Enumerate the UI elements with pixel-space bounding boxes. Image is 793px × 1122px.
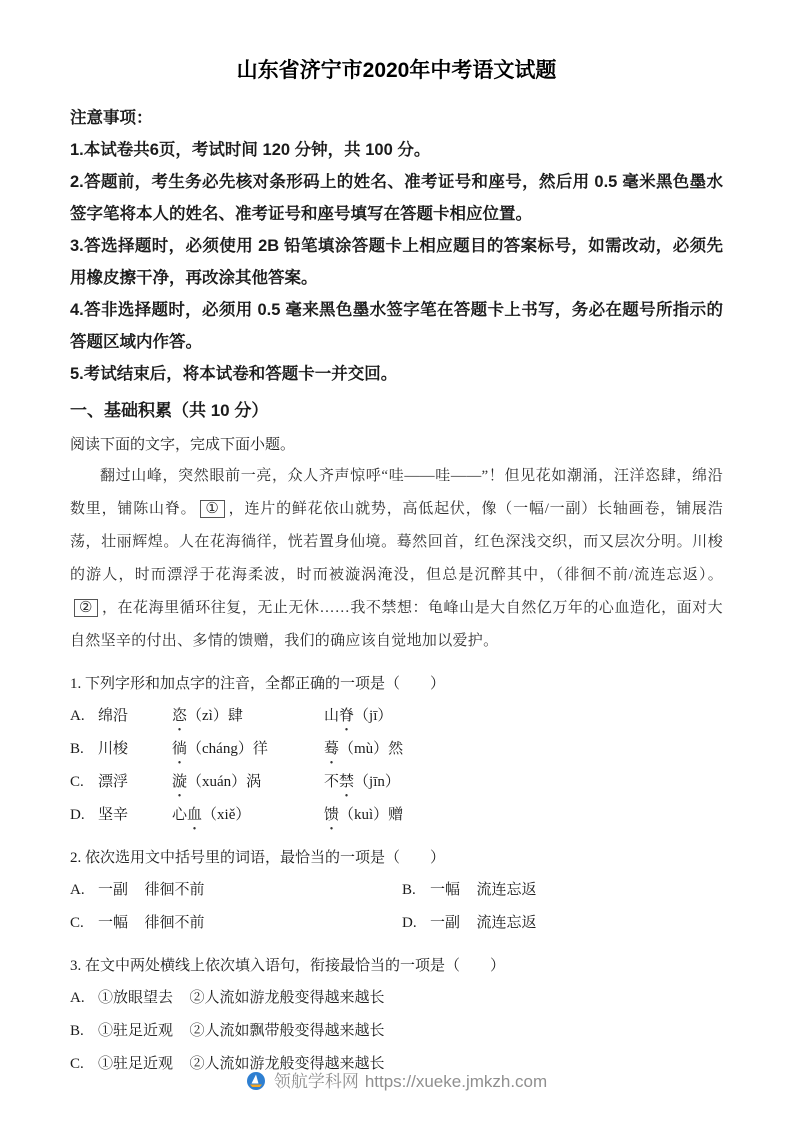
option-text: 徘徊不前 xyxy=(144,882,205,898)
option-text: 一副 xyxy=(430,915,461,931)
notice-item: 3.答选择题时，必须使用 2B 铅笔填涂答题卡上相应题目的答案标号，如需改动，必须先用橡皮擦干净，再改涂其他答案。 xyxy=(70,237,723,287)
option-text: ①驻足近观 xyxy=(98,1023,174,1039)
dotted-char: 徜 xyxy=(172,741,188,757)
section-heading: 一、基础积累（共 10 分） xyxy=(70,401,269,420)
question-1-options xyxy=(70,700,723,832)
answer-option xyxy=(70,907,402,940)
option-label: B. xyxy=(70,1023,84,1039)
notice-item: 5.考试结束后，将本试卷和答题卡一并交回。 xyxy=(70,365,398,383)
option-cell: 恣（zì）肆 xyxy=(172,708,243,724)
dotted-char: 恣 xyxy=(172,708,188,724)
question-2-stem: 2. 依次选用文中括号里的词语，最恰当的一项是（ ） xyxy=(70,850,446,866)
question-2 xyxy=(70,842,723,940)
page-footer xyxy=(0,1067,793,1096)
blank-box: ② xyxy=(74,599,98,617)
notice-item: 2.答题前，考生务必先核对条形码上的姓名、准考证号和座号，然后用 0.5 毫米黑色墨水签字笔将本人的姓名、准考证号和座号填写在答题卡相应位置。 xyxy=(70,173,723,223)
dotted-char: 蓦 xyxy=(324,741,340,757)
dotted-char: 禁 xyxy=(339,774,355,790)
option-text: 一幅 xyxy=(98,915,129,931)
option-label: D. xyxy=(402,915,417,931)
option-text: ②人流如飘带般变得越来越长 xyxy=(189,1023,385,1039)
answer-option xyxy=(70,766,723,799)
option-label: B. xyxy=(70,741,84,757)
option-text: ②人流如游龙般变得越来越长 xyxy=(189,1056,385,1072)
option-cell: 坚辛 xyxy=(98,807,129,823)
question-1-stem: 1. 下列字形和加点字的注音，全都正确的一项是（ ） xyxy=(70,676,446,692)
option-cell: 漩（xuán）涡 xyxy=(172,774,262,790)
exam-title: 山东省济宁市2020年中考语文试题 xyxy=(236,59,557,82)
option-cell: 山脊（jī） xyxy=(324,708,393,724)
option-label: B. xyxy=(402,882,416,898)
notice-item: 4.答非选择题时，必须用 0.5 毫来黑色墨水签字笔在答题卡上书写，务必在题号所指示的答题区域内作答。 xyxy=(70,301,723,351)
option-cell: 蓦（mù）然 xyxy=(324,741,404,757)
option-cell: 心血（xiě） xyxy=(172,807,251,823)
option-label: D. xyxy=(70,807,85,823)
answer-option xyxy=(70,1015,723,1048)
option-label: A. xyxy=(70,882,85,898)
question-1 xyxy=(70,668,723,832)
blank-box: ① xyxy=(200,500,224,518)
dotted-char: 脊 xyxy=(339,708,355,724)
question-2-options xyxy=(70,874,723,940)
answer-option xyxy=(70,874,402,907)
passage-segment: 翻过山峰，突然眼前一亮，众人齐声惊呼“哇——哇——”！但见花如潮涌，汪洋恣肆，绵沿数里，铺陈山脊。 xyxy=(70,468,723,517)
question-3-stem: 3. 在文中两处横线上依次填入语句，衔接最恰当的一项是（ ） xyxy=(70,958,506,974)
option-cell: 绵沿 xyxy=(98,708,129,724)
dotted-char: 馈 xyxy=(324,807,340,823)
option-text: 流连忘返 xyxy=(476,882,537,898)
option-label: A. xyxy=(70,990,85,1006)
notices-header: 注意事项： xyxy=(70,109,153,127)
option-cell: 馈（kuì）赠 xyxy=(324,807,404,823)
option-cell: 川梭 xyxy=(98,741,129,757)
answer-option xyxy=(70,700,723,733)
question-3 xyxy=(70,950,723,1081)
site-url[interactable]: https://xueke.jmkzh.com xyxy=(364,1072,548,1091)
passage-segment: ，在花海里循环往复，无止无休……我不禁想：龟峰山是大自然亿万年的心血造化，面对大自然坚辛的付出、多情的馈赠，我们的确应该自觉地加以爱护。 xyxy=(70,600,723,649)
option-label: A. xyxy=(70,708,85,724)
answer-option xyxy=(70,982,723,1015)
option-text: 一副 xyxy=(98,882,129,898)
option-text: ①放眼望去 xyxy=(98,990,174,1006)
option-text: 一幅 xyxy=(430,882,461,898)
site-name: 领航学科网 xyxy=(273,1072,359,1091)
passage-intro: 阅读下面的文字，完成下面小题。 xyxy=(70,437,296,453)
option-label: C. xyxy=(70,915,84,931)
option-text: ①驻足近观 xyxy=(98,1056,174,1072)
answer-option xyxy=(70,799,723,832)
notices-list xyxy=(70,134,723,390)
option-cell: 不禁（jīn） xyxy=(324,774,400,790)
option-text: ②人流如游龙般变得越来越长 xyxy=(189,990,385,1006)
passage-segment: ，连片的鲜花依山就势，高低起伏，像（一幅/一副）长轴画卷，铺展浩荡，壮丽辉煌。人在花海徜徉，恍若置身仙境。蓦然回首，红色深浅交织，而又层次分明。川梭的游人，时而漂浮于花海柔波，时而被漩涡淹没，但总是沉醉其中，（徘徊不前/流连忘返）。 xyxy=(70,501,723,583)
answer-option xyxy=(70,733,723,766)
option-cell: 漂浮 xyxy=(98,774,129,790)
option-label: C. xyxy=(70,774,84,790)
dotted-char: 血 xyxy=(187,807,203,823)
option-text: 徘徊不前 xyxy=(144,915,205,931)
answer-option xyxy=(402,874,723,907)
option-text: 流连忘返 xyxy=(476,915,537,931)
reading-passage xyxy=(70,460,723,658)
option-cell: 徜（cháng）徉 xyxy=(172,741,268,757)
dotted-char: 漩 xyxy=(172,774,188,790)
option-label: C. xyxy=(70,1056,84,1072)
answer-option xyxy=(402,907,723,940)
pilot-ship-logo-icon xyxy=(246,1071,266,1096)
notice-item: 1.本试卷共6页，考试时间 120 分钟，共 100 分。 xyxy=(70,141,431,159)
